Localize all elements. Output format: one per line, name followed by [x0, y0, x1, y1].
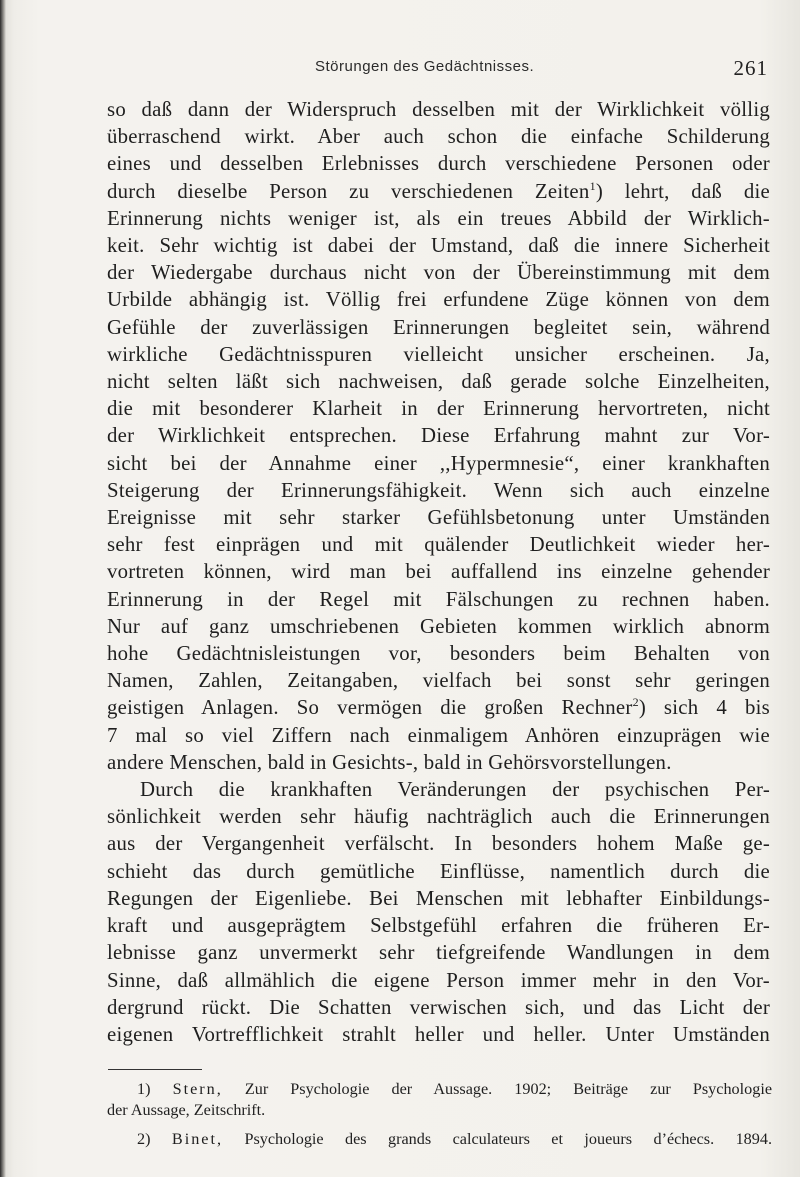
text-line: Erinnerung in der Regel mit Fälschungen zu rechnen haben. — [107, 587, 770, 611]
footnote-ref-1: 1 — [589, 178, 596, 193]
footnote-2-text: Psychologie des grands calculateurs et joueurs d’échecs. 1894. — [223, 1130, 772, 1148]
text-line: dergrund rückt. Die Schatten verwischen sich, und das Licht der — [107, 995, 770, 1019]
text-line: Regungen der Eigenliebe. Bei Menschen mit lebhafter Einbildungs- — [107, 886, 770, 910]
footnote-1-author: Stern, — [172, 1080, 223, 1098]
paragraph-start-line: Durch die krankhaften Veränderungen der psychischen Per- — [140, 778, 770, 802]
text-line: aus der Vergangenheit verfälscht. In besonders hohem Maße ge- — [107, 832, 770, 856]
page-edge-shadow — [0, 0, 6, 1177]
text-line: 7 mal so viel Ziffern nach einmaligem Anhören einzuprägen wie — [107, 723, 770, 747]
text-line: Steigerung der Erinnerungsfähigkeit. Wenn sich auch einzelne — [107, 478, 770, 502]
text-line-start: geistigen Anlagen. So vermögen die großen Rechner — [107, 696, 633, 720]
text-line: eigenen Vortrefflichkeit strahlt heller und heller. Unter Umständen — [107, 1022, 770, 1046]
text-line-end: ) sich 4 bis — [638, 696, 770, 720]
text-line: schieht das durch gemütliche Einflüsse, namentlich durch die — [107, 859, 770, 883]
text-line-start: durch dieselbe Person zu verschiedenen Zeiten — [107, 179, 590, 203]
text-line: sicht bei der Annahme einer ,,Hypermnesie“, einer krankhaften — [107, 451, 770, 475]
running-title: Störungen des Gedächtnisses. — [315, 58, 535, 75]
footnote-1-continued: der Aussage, Zeitschrift. — [107, 1100, 266, 1119]
text-line: vortreten können, wird man bei auffallend ins einzelne gehender — [107, 560, 770, 584]
text-line: andere Menschen, bald in Gesichts-, bald in Gehörsvorstellungen. — [107, 750, 672, 774]
text-line: Sinne, daß allmählich die eigene Person immer mehr in den Vor- — [107, 968, 770, 992]
text-line: nicht selten läßt sich nachweisen, daß gerade solche Einzelheiten, — [107, 370, 770, 394]
text-line: wirkliche Gedächtnisspuren vielleicht unsicher erscheinen. Ja, — [107, 342, 770, 366]
footnote-2 — [107, 1129, 772, 1150]
footnote-1-text: Zur Psychologie der Aussage. 1902; Beiträge zur Psychologie — [222, 1080, 773, 1098]
footnote-2-mark: 2) — [137, 1130, 151, 1148]
text-line: sönlichkeit werden sehr häufig nachträglich auch die Erinnerungen — [107, 805, 770, 829]
text-line: Urbilde abhängig ist. Völlig frei erfundene Züge können von dem — [107, 288, 770, 312]
text-line-end: ) lehrt, daß die — [595, 179, 770, 203]
text-line: Ereignisse mit sehr starker Gefühlsbetonung unter Umständen — [107, 506, 770, 530]
text-line: eines und desselben Erlebnisses durch verschiedene Personen oder — [107, 152, 770, 176]
footnote-ref-2: 2 — [632, 695, 639, 710]
running-head — [108, 56, 768, 82]
text-line: überraschend wirkt. Aber auch schon die einfache Schilderung — [107, 125, 770, 149]
text-line: keit. Sehr wichtig ist dabei der Umstand, daß die innere Sicherheit — [107, 234, 770, 258]
footnote-1-mark: 1) — [137, 1080, 151, 1098]
text-line: Gefühle der zuverlässigen Erinnerungen begleitet sein, während — [107, 315, 770, 339]
text-line: der Wiedergabe durchaus nicht von der Übereinstimmung mit dem — [107, 261, 770, 285]
text-line: der Wirklichkeit entsprechen. Diese Erfahrung mahnt zur Vor- — [107, 424, 770, 448]
text-line: sehr fest einprägen und mit quälender Deutlichkeit wieder her- — [107, 533, 770, 557]
body-text — [107, 96, 770, 1048]
text-line: so daß dann der Widerspruch desselben mit der Wirklichkeit völlig — [107, 98, 770, 121]
page-number: 261 — [733, 56, 768, 80]
footnotes — [107, 1079, 772, 1150]
text-line: hohe Gedächtnisleistungen vor, besonders beim Behalten von — [107, 642, 770, 666]
text-line: Namen, Zahlen, Zeitangaben, vielfach bei sonst sehr geringen — [107, 669, 770, 693]
text-line — [107, 694, 770, 721]
text-line: lebnisse ganz unvermerkt sehr tiefgreifende Wandlungen in dem — [107, 941, 770, 965]
text-line: Nur auf ganz umschriebenen Gebieten kommen wirklich abnorm — [107, 614, 770, 638]
footnote-1 — [107, 1079, 772, 1100]
text-line: kraft und ausgeprägtem Selbstgefühl erfahren die früheren Er- — [107, 914, 770, 938]
text-line: die mit besonderer Klarheit in der Erinnerung hervortreten, nicht — [107, 397, 770, 421]
footnote-rule — [108, 1069, 202, 1070]
text-line — [107, 178, 770, 205]
text-line: Erinnerung nichts weniger ist, als ein treues Abbild der Wirklich- — [107, 206, 770, 230]
footnote-2-author: Binet, — [171, 1130, 224, 1148]
